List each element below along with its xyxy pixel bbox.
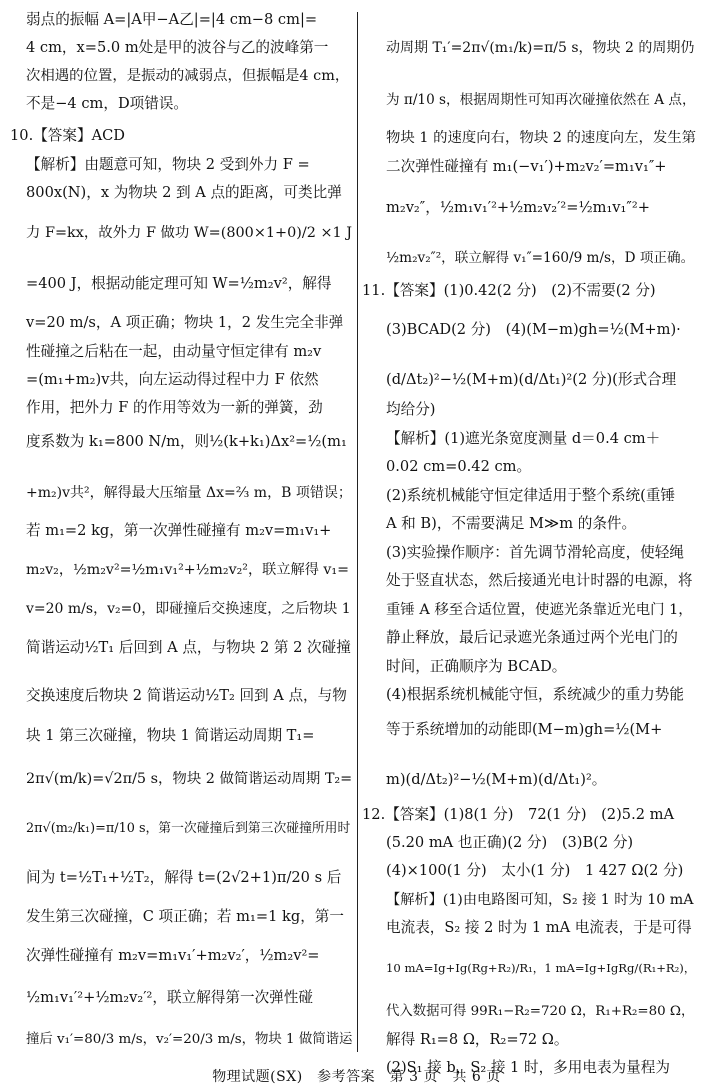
left-column-line: v=20 m/s，v₂=0，即碰撞后交换速度，之后物块 1: [26, 601, 351, 617]
right-column-line: (4)×100(1 分) 太小(1 分) 1 427 Ω(2 分): [386, 862, 684, 879]
right-column-line: 静止释放，最后记录遮光条通过两个光电门的: [386, 629, 678, 646]
left-column-line: 交换速度后物块 2 简谐运动½T₂ 回到 A 点，与物: [26, 687, 347, 704]
right-column-line: 10 mA=Ig+Ig(Rg+R₂)/R₁，1 mA=Ig+IgRg/(R₁+R₂)，: [386, 961, 696, 975]
left-column-line: 度系数为 k₁=800 N/m，则½(k+k₁)Δx²=½(m₁: [26, 433, 347, 450]
right-column-line: ½m₂v₂″²，联立解得 v₁″=160/9 m/s，D 项正确。: [386, 250, 695, 266]
left-column-line: 弱点的振幅 A=|A甲−A乙|=|4 cm−8 cm|=: [26, 11, 318, 28]
left-column-line: 作用，把外力 F 的作用等效为一新的弹簧，劲: [26, 399, 323, 416]
right-column-line: (5.20 mA 也正确)(2 分) (3)B(2 分): [386, 834, 634, 851]
left-column-line: 次相遇的位置，是振动的减弱点，但振幅是4 cm，: [26, 68, 350, 84]
right-column-line: 均给分): [386, 401, 436, 418]
right-column-line: (2)系统机械能守恒定律适用于整个系统(重锤: [386, 487, 676, 504]
left-column-line: 若 m₁=2 kg，第一次弹性碰撞有 m₂v=m₁v₁+: [26, 522, 332, 539]
right-column-line: 11.【答案】(1)0.42(2 分) (2)不需要(2 分): [362, 282, 656, 299]
left-column-line: 发生第三次碰撞，C 项正确；若 m₁=1 kg，第一: [26, 908, 344, 925]
right-column-line: m)(d/Δt₂)²−½(M+m)(d/Δt₁)²。: [386, 771, 607, 788]
right-column-line: 时间，正确顺序为 BCAD。: [386, 658, 567, 675]
right-column-line: 12.【答案】(1)8(1 分) 72(1 分) (2)5.2 mA: [362, 806, 675, 823]
left-column-line: 800x(N)，x 为物块 2 到 A 点的距离，可类比弹: [26, 184, 342, 201]
left-column-line: 力 F=kx，故外力 F 做功 W=(800×1+0)/2 ×1 J: [26, 225, 353, 241]
left-column-line: 次弹性碰撞有 m₂v=m₁v₁′+m₂v₂′，½m₂v²=: [26, 947, 320, 964]
left-column-line: 2π√(m₂/k₁)=π/10 s，第一次碰撞后到第三次碰撞所用时: [26, 821, 351, 836]
right-column-line: 物块 1 的速度向右，物块 2 的速度向左，发生第: [386, 130, 697, 146]
right-column-line: 代入数据可得 99R₁−R₂=720 Ω，R₁+R₂=80 Ω，: [386, 1004, 695, 1019]
left-column-line: =(m₁+m₂)v共，向左运动得过程中力 F 依然: [26, 371, 319, 388]
right-column-line: 重锤 A 移至合适位置，使遮光条靠近光电门 1，: [386, 602, 693, 618]
right-column-line: 解得 R₁=8 Ω，R₂=72 Ω。: [386, 1031, 569, 1048]
right-column-line: (2)S₁ 接 b，S₂ 接 1 时，多用电表为量程为: [386, 1059, 670, 1076]
right-column-line: 电流表，S₂ 接 2 时为 1 mA 电流表，于是可得: [386, 919, 692, 936]
right-column-line: 动周期 T₁′=2π√(m₁/k)=π/5 s，物块 2 的周期仍: [386, 40, 695, 56]
right-column-line: 等于系统增加的动能即(M−m)gh=½(M+: [386, 721, 663, 738]
right-column-line: (d/Δt₂)²−½(M+m)(d/Δt₁)²(2 分)(形式合理: [386, 371, 677, 388]
column-divider: [357, 12, 358, 1052]
right-column-line: 0.02 cm=0.42 cm。: [386, 458, 532, 475]
right-column-line: 处于竖直状态，然后接通光电计时器的电源，将: [386, 572, 693, 589]
page-footer: 物理试题(SX) 参考答案 第 3 页 共 6 页: [212, 1069, 501, 1085]
left-column-line: v=20 m/s，A 项正确；物块 1，2 发生完全非弹: [26, 314, 344, 331]
right-column-line: 【解析】(1)由电路图可知，S₂ 接 1 时为 10 mA: [386, 892, 694, 908]
left-column-line: 块 1 第三次碰撞，物块 1 简谐运动周期 T₁=: [26, 727, 315, 744]
left-column-line: 4 cm，x=5.0 m处是甲的波谷与乙的波峰第一: [26, 39, 329, 56]
left-column-line: 间为 t=½T₁+½T₂，解得 t=(2√2+1)π/20 s 后: [26, 869, 342, 886]
left-column-line: 不是−4 cm，D项错误。: [26, 95, 189, 112]
left-column-line: m₂v₂，½m₂v²=½m₁v₁²+½m₂v₂²，联立解得 v₁=: [26, 562, 350, 578]
right-column-line: m₂v₂″，½m₁v₁′²+½m₂v₂′²=½m₁v₁″²+: [386, 199, 650, 216]
right-column-line: 为 π/10 s，根据周期性可知再次碰撞依然在 A 点，: [386, 92, 696, 108]
left-column-line: 简谐运动½T₁ 后回到 A 点，与物块 2 第 2 次碰撞: [26, 639, 351, 656]
right-column-line: A 和 B)，不需要满足 M≫m 的条件。: [386, 515, 637, 532]
right-column-line: (3)BCAD(2 分) (4)(M−m)gh=½(M+m)·: [386, 321, 681, 338]
left-column-line: 性碰撞之后粘在一起，由动量守恒定律有 m₂v: [26, 343, 322, 360]
left-column-line: 2π√(m/k)=√2π/5 s，物块 2 做简谐运动周期 T₂=: [26, 771, 353, 787]
right-column-line: 【解析】(1)遮光条宽度测量 d＝0.4 cm＋: [386, 430, 661, 447]
left-column-line: 10.【答案】ACD: [10, 127, 125, 144]
right-column-line: (4)根据系统机械能守恒，系统减少的重力势能: [386, 686, 684, 703]
right-column-line: (3)实验操作顺序：首先调节滑轮高度，使轻绳: [386, 544, 684, 561]
right-column-line: 二次弹性碰撞有 m₁(−v₁′)+m₂v₂′=m₁v₁″+: [386, 158, 667, 175]
left-column-line: 【解析】由题意可知，物块 2 受到外力 F =: [26, 156, 310, 173]
left-column-line: ½m₁v₁′²+½m₂v₂′²，联立解得第一次弹性碰: [26, 989, 313, 1006]
left-column-line: +m₂)v共²，解得最大压缩量 Δx=⅔ m，B 项错误；: [26, 485, 352, 501]
left-column-line: =400 J，根据动能定理可知 W=½m₂v²，解得: [26, 275, 332, 292]
left-column-line: 撞后 v₁′=80/3 m/s，v₂′=20/3 m/s，物块 1 做简谐运: [26, 1032, 353, 1047]
